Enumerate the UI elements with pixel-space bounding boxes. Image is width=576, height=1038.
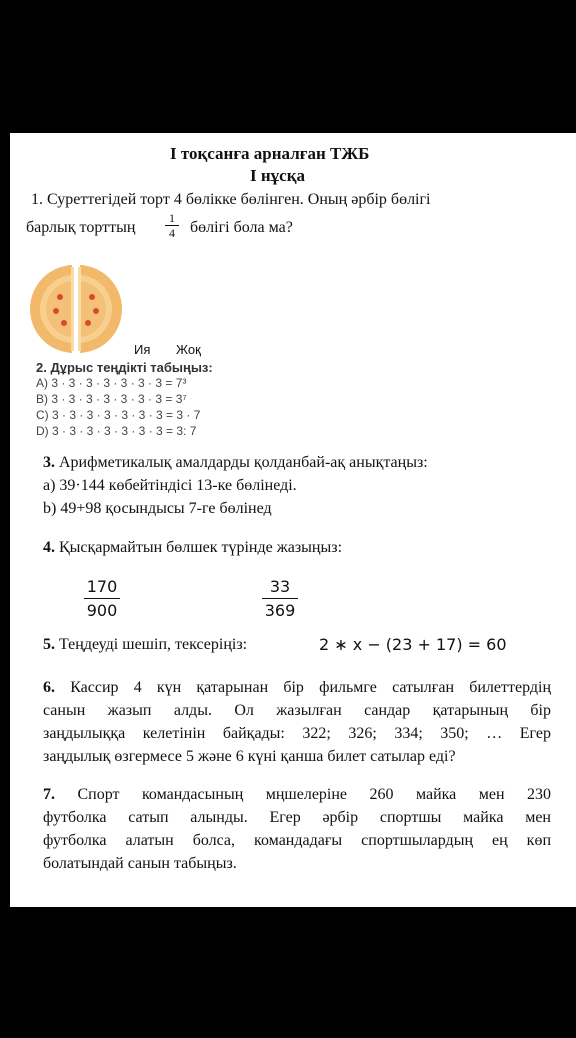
q5-heading	[43, 634, 247, 656]
q6-line-3: заңдылыққа келетінін байқады: 322; 326; 334; 350; … Егер	[43, 725, 551, 742]
option-yes: Ия	[134, 342, 151, 357]
cake-image	[28, 263, 124, 355]
q4-title: Қысқармайтын бөлшек түрінде жазыңыз:	[59, 539, 343, 556]
q1-line1: 1. Суреттегідей торт 4 бөлікке бөлінген. Оның әрбір бөлігі	[31, 191, 431, 208]
q2-option-b: B) 3 · 3 · 3 · 3 · 3 · 3 · 3 = 3⁷	[36, 392, 187, 406]
q4-fraction-1	[84, 577, 120, 620]
document-title: I тоқсанға арналған ТЖБ	[170, 144, 370, 163]
q7-line-2: футболка сатып алынды. Егер әрбір спортшы майка мен	[43, 809, 551, 826]
q1-fraction-denominator: 4	[169, 226, 175, 240]
q4-fraction-2-denominator: 369	[264, 601, 296, 620]
q3-number: 3.	[43, 454, 55, 471]
q4-fraction-2-numerator: 33	[269, 577, 291, 596]
q4-fraction-1-numerator: 170	[86, 577, 118, 596]
q6-line-2: санын жазып алды. Ол жазылған сандар қатарының бір	[43, 702, 551, 719]
q4-heading	[43, 537, 342, 559]
q3-item-b: b) 49+98 қосындысы 7-ге бөлінед	[43, 500, 272, 517]
q2-title: 2. Дұрыс теңдікті табыңыз:	[36, 360, 213, 375]
q5-title: Теңдеуді шешіп, тексеріңіз:	[59, 636, 248, 653]
q6-line-4: заңдылық өзгермесе 5 және 6 күні қанша билет сатылар еді?	[43, 748, 456, 765]
q5-equation: 2 ∗ x − (23 + 17) = 60	[319, 635, 507, 654]
q7-line-1	[43, 784, 551, 806]
q7-line-3: футболка алатын болса, командадағы спортшылардың ең көп	[43, 832, 551, 849]
q6-line-1	[43, 677, 551, 699]
q2-option-c: C) 3 · 3 · 3 · 3 · 3 · 3 · 3 = 3 · 7	[36, 408, 201, 422]
q7-number: 7.	[43, 786, 55, 803]
document-page	[10, 133, 576, 907]
q6-text-line-1: Кассир 4 күн қатарынан бір фильмге сатылған билеттердің	[70, 679, 552, 696]
q3-heading	[43, 452, 428, 474]
q1-line2-before: барлық торттың	[26, 219, 136, 236]
q7-line-4: болатындай санын табыңыз.	[43, 855, 237, 872]
q6-number: 6.	[43, 679, 55, 696]
q2-option-a: A) 3 · 3 · 3 · 3 · 3 · 3 · 3 = 7³	[36, 376, 187, 390]
q7-text-line-1: Спорт командасының мңшелеріне 260 майка мен 230	[77, 786, 551, 803]
q4-fraction-2	[262, 577, 298, 620]
q4-number: 4.	[43, 539, 55, 556]
q1-line2-after: бөлігі бола ма?	[190, 219, 293, 236]
q4-fraction-1-denominator: 900	[86, 601, 118, 620]
q3-title: Арифметикалық амалдарды қолданбай-ақ анықтаңыз:	[59, 454, 428, 471]
q3-item-a: а) 39·144 көбейтіндісі 13-ке бөлінеді.	[43, 477, 297, 494]
variant-title: I нұсқа	[250, 166, 306, 185]
q1-fraction	[165, 212, 179, 239]
q5-number: 5.	[43, 636, 55, 653]
option-no: Жоқ	[176, 342, 201, 357]
q2-option-d: D) 3 · 3 · 3 · 3 · 3 · 3 · 3 = 3: 7	[36, 424, 197, 438]
q1-fraction-numerator: 1	[169, 211, 175, 225]
